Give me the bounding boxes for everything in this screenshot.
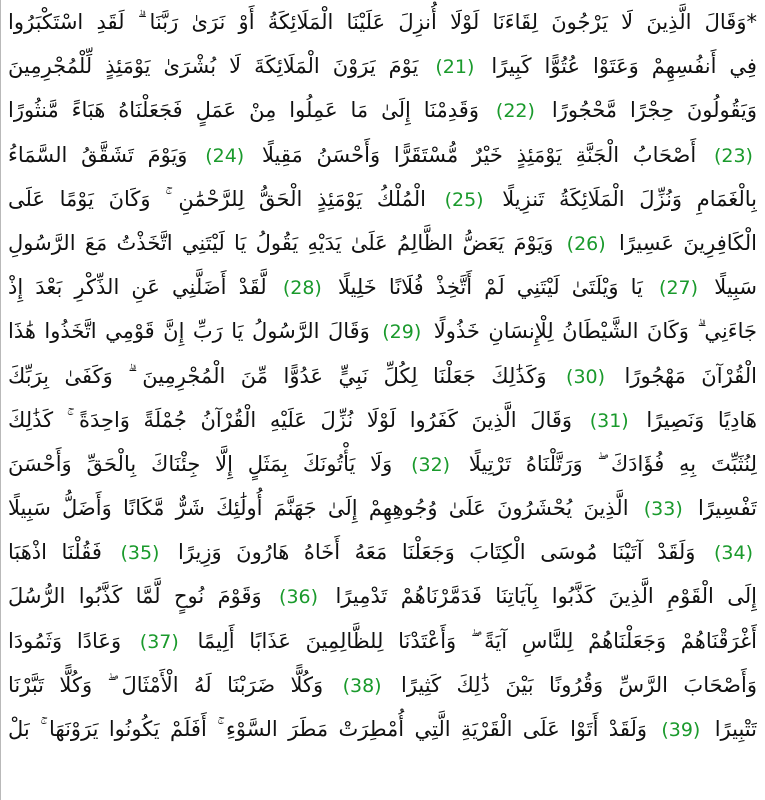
ayah-number: (25) — [444, 188, 484, 211]
verse-text: الْمُلْكُ يَوْمَئِذٍ الْحَقُّ لِلرَّحْمَٰنِ ۚ وَكَانَ يَوْمًا عَلَى — [8, 186, 426, 211]
ayah-number: (33) — [643, 498, 683, 521]
ayah-number: (34) — [713, 542, 753, 565]
verse-text: هَادِيًا وَنَصِيرًا — [646, 407, 757, 432]
verse-text: بِالْغَمَامِ وَنُزِّلَ الْمَلَائِكَةُ تَنزِيلًا — [502, 186, 757, 211]
verse-line-content — [8, 265, 757, 309]
ayah-number: (32) — [411, 453, 451, 476]
verse-text: وَأَصْحَابَ الرَّسِّ وَقُرُونًا بَيْنَ ذَٰلِكَ كَثِيرًا — [401, 672, 757, 697]
verse-text: *وَقَالَ الَّذِينَ لَا يَرْجُونَ لِقَاءَنَا لَوْلَا أُنزِلَ عَلَيْنَا الْمَلَائِكَةُ أَوْ نَرَىٰ رَبَّنَا ۗ لَقَدِ اسْتَكْبَرُوا — [8, 10, 757, 34]
verse-text: سَبِيلًا — [714, 275, 757, 300]
ayah-number: (39) — [661, 719, 701, 741]
verse-text: جَاءَنِي ۗ وَكَانَ الشَّيْطَانُ لِلْإِنسَانِ خَذُولًا — [433, 319, 757, 344]
verse-text: إِلَى الْقَوْمِ الَّذِينَ كَذَّبُوا بِآيَاتِنَا فَدَمَّرْنَاهُمْ تَدْمِيرًا — [335, 584, 757, 609]
verse-text: لِنُثَبِّتَ بِهِ فُؤَادَكَ ۖ وَرَتَّلْنَاهُ تَرْتِيلًا — [468, 451, 757, 476]
verse-line-content — [8, 88, 757, 132]
verse-line — [8, 530, 757, 574]
verse-text: وَكَذَٰلِكَ جَعَلْنَا لِكُلِّ نَبِيٍّ عَدُوًّا مِّنَ الْمُجْرِمِينَ ۗ وَكَفَىٰ بِرَبِّكَ — [8, 363, 547, 388]
verse-line — [8, 707, 757, 751]
verse-text: أَغْرَقْنَاهُمْ وَجَعَلْنَاهُمْ لِلنَّاسِ آيَةً ۖ وَأَعْتَدْنَا لِلظَّالِمِينَ عَذَابًا أَلِيمًا — [197, 628, 757, 653]
verse-line — [8, 0, 757, 44]
ayah-number: (26) — [566, 232, 606, 255]
verse-line-content — [8, 133, 757, 177]
verse-text: وَقَالَ الَّذِينَ كَفَرُوا لَوْلَا نُزِّلَ عَلَيْهِ الْقُرْآنُ جُمْلَةً وَاحِدَةً ۚ كَذَٰلِكَ — [8, 407, 573, 432]
verse-line — [8, 663, 757, 707]
verse-line-content — [8, 44, 757, 88]
verse-line — [8, 44, 757, 88]
verse-text: الَّذِينَ يُحْشَرُونَ عَلَىٰ وُجُوهِهِمْ إِلَىٰ جَهَنَّمَ أُولَٰئِكَ شَرٌّ مَّكَانًا وَأَضَلُّ سَبِيلًا — [8, 496, 629, 521]
verse-text: وَكُلًّا ضَرَبْنَا لَهُ الْأَمْثَالَ ۖ وَكُلًّا تَبَّرْنَا — [8, 672, 324, 697]
verse-line — [8, 265, 757, 309]
ayah-number: (37) — [139, 630, 179, 653]
verse-line-content — [8, 221, 757, 265]
verse-text: وَلَقَدْ أَتَوْا عَلَى الْقَرْيَةِ الَّتِي أُمْطِرَتْ مَطَرَ السَّوْءِ ۚ أَفَلَمْ يَكُونُوا يَرَوْنَهَا ۚ بَلْ — [8, 717, 647, 741]
verse-text: فَقُلْنَا اذْهَبَا — [8, 540, 102, 565]
ayah-number: (31) — [589, 409, 629, 432]
verse-line — [8, 177, 757, 221]
verse-line-content — [8, 0, 757, 44]
verse-line — [8, 486, 757, 530]
ayah-number: (36) — [279, 586, 319, 609]
ayah-number: (29) — [382, 321, 422, 344]
ayah-number: (30) — [566, 365, 606, 388]
verse-text: وَيَوْمَ يَعَضُّ الظَّالِمُ عَلَىٰ يَدَيْهِ يَقُولُ يَا لَيْتَنِي اتَّخَذْتُ مَعَ الرَّسُولِ — [8, 230, 554, 255]
verse-text: الْقُرْآنَ مَهْجُورًا — [624, 363, 757, 388]
verse-text: الْكَافِرِينَ عَسِيرًا — [618, 230, 757, 255]
verse-line — [8, 574, 757, 618]
verse-line — [8, 88, 757, 132]
ayah-number: (28) — [282, 277, 322, 300]
verse-text: وَعَادًا وَثَمُودَا — [8, 628, 122, 653]
verse-line — [8, 619, 757, 663]
ayah-number: (21) — [435, 56, 475, 79]
verse-line — [8, 354, 757, 398]
page-left-border — [0, 0, 1, 800]
verse-text: لَّقَدْ أَضَلَّنِي عَنِ الذِّكْرِ بَعْدَ إِذْ — [8, 275, 267, 300]
ayah-number: (38) — [342, 674, 382, 697]
verse-line-content — [8, 354, 757, 398]
verse-text: وَيَقُولُونَ حِجْرًا مَّحْجُورًا — [551, 98, 757, 123]
verse-line-content — [8, 442, 757, 486]
verse-text: وَقَوْمَ نُوحٍ لَّمَّا كَذَّبُوا الرُّسُلَ — [8, 584, 262, 609]
verse-line — [8, 442, 757, 486]
ayah-number: (27) — [659, 277, 699, 300]
verse-line-content — [8, 663, 757, 707]
verse-text-block — [8, 0, 757, 751]
verse-text: أَصْحَابُ الْجَنَّةِ يَوْمَئِذٍ خَيْرٌ مُّسْتَقَرًّا وَأَحْسَنُ مَقِيلًا — [261, 142, 697, 167]
verse-text: يَوْمَ يَرَوْنَ الْمَلَائِكَةَ لَا بُشْرَىٰ يَوْمَئِذٍ لِّلْمُجْرِمِينَ — [8, 54, 419, 79]
verse-text: يَا وَيْلَتَىٰ لَيْتَنِي لَمْ أَتَّخِذْ فُلَانًا خَلِيلًا — [337, 275, 643, 300]
ayah-number: (35) — [120, 542, 160, 565]
verse-line — [8, 398, 757, 442]
verse-line-content — [8, 530, 757, 574]
verse-text: تَفْسِيرًا — [698, 496, 757, 521]
verse-text: وَلَا يَأْتُونَكَ بِمَثَلٍ إِلَّا جِئْنَاكَ بِالْحَقِّ وَأَحْسَنَ — [8, 451, 393, 476]
verse-text: فِي أَنفُسِهِمْ وَعَتَوْا عُتُوًّا كَبِيرًا — [491, 54, 757, 79]
ayah-number: (24) — [205, 144, 245, 167]
verse-text: وَقَالَ الرَّسُولُ يَا رَبِّ إِنَّ قَوْمِي اتَّخَذُوا هَٰذَا — [8, 319, 370, 344]
verse-text: وَقَدِمْنَا إِلَىٰ مَا عَمِلُوا مِنْ عَمَلٍ فَجَعَلْنَاهُ هَبَاءً مَّنثُورًا — [8, 98, 479, 123]
verse-line-content — [8, 707, 757, 751]
ayah-number: (22) — [495, 100, 535, 123]
verse-line-content — [8, 309, 757, 353]
verse-line — [8, 133, 757, 177]
ayah-number: (23) — [713, 144, 753, 167]
verse-line-content — [8, 619, 757, 663]
verse-line — [8, 221, 757, 265]
verse-text: وَيَوْمَ تَشَقَّقُ السَّمَاءُ — [8, 142, 188, 167]
verse-text: وَلَقَدْ آتَيْنَا مُوسَى الْكِتَابَ وَجَعَلْنَا مَعَهُ أَخَاهُ هَارُونَ وَزِيرًا — [178, 540, 696, 565]
verse-line-content — [8, 177, 757, 221]
verse-line-content — [8, 486, 757, 530]
verse-line-content — [8, 398, 757, 442]
verse-text: تَتْبِيرًا — [714, 717, 757, 741]
verse-line — [8, 309, 757, 353]
verse-line-content — [8, 574, 757, 618]
